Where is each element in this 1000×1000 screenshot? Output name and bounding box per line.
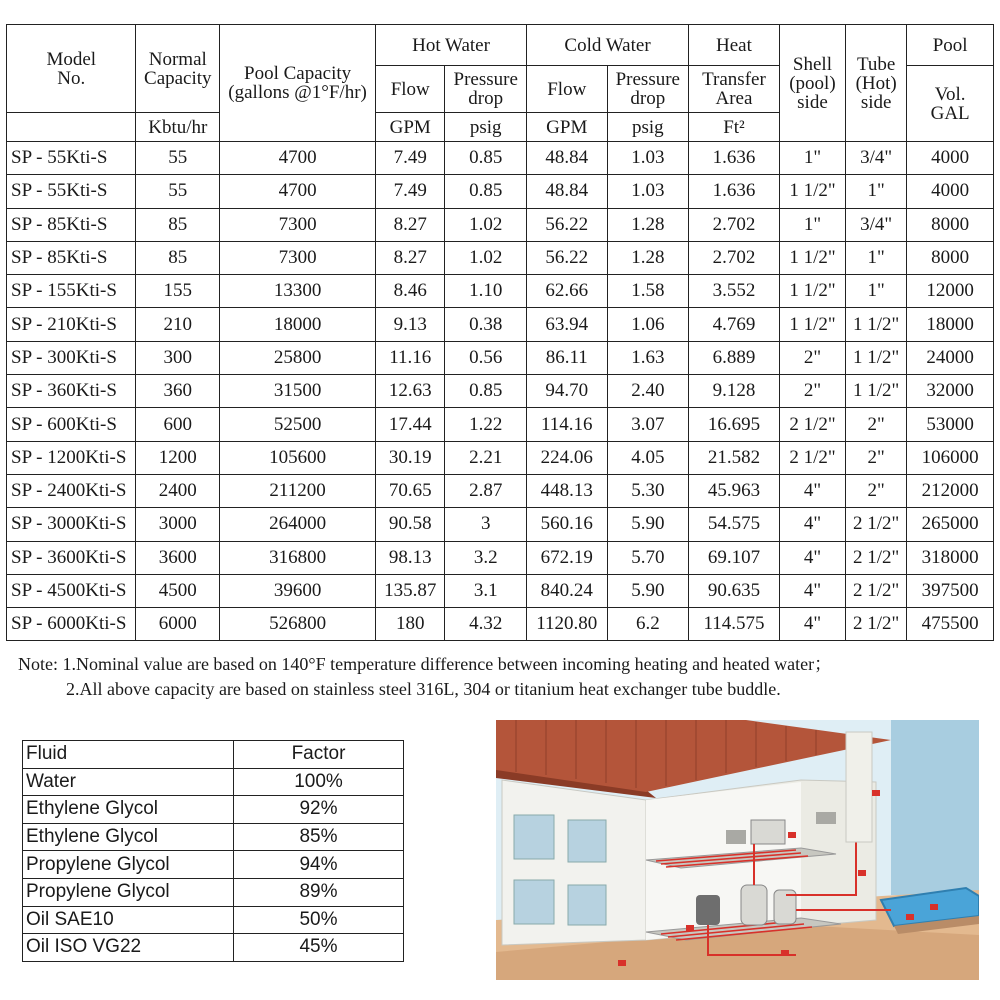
header-tube: Tube (Hot) side bbox=[846, 25, 907, 142]
cell-pool-volume: 24000 bbox=[907, 341, 994, 374]
cell-factor: 92% bbox=[234, 796, 404, 824]
factor-header: Factor bbox=[234, 741, 404, 769]
table-row bbox=[7, 175, 994, 208]
cell-cold-pressure: 1.28 bbox=[607, 241, 689, 274]
cell-transfer-area: 114.575 bbox=[689, 608, 780, 641]
cell-tube-side: 1" bbox=[846, 275, 907, 308]
cell-pool-volume: 212000 bbox=[907, 474, 994, 507]
cell-fluid: Oil SAE10 bbox=[23, 906, 234, 934]
cell-pool-capacity: 7300 bbox=[220, 208, 376, 241]
cell-hot-flow: 12.63 bbox=[376, 375, 445, 408]
cell-cold-pressure: 5.90 bbox=[607, 508, 689, 541]
fluid-factor-table bbox=[22, 740, 404, 962]
cell-model: SP - 2400Kti-S bbox=[7, 474, 136, 507]
header-cold-flow: Flow bbox=[526, 66, 607, 113]
cell-transfer-area: 4.769 bbox=[689, 308, 780, 341]
cell-shell-side: 2" bbox=[779, 341, 845, 374]
cell-hot-flow: 8.27 bbox=[376, 241, 445, 274]
cell-cold-flow: 448.13 bbox=[526, 474, 607, 507]
cell-cold-pressure: 5.90 bbox=[607, 574, 689, 607]
cell-fluid: Ethylene Glycol bbox=[23, 823, 234, 851]
cell-transfer-area: 2.702 bbox=[689, 241, 780, 274]
boiler-unit bbox=[751, 820, 785, 844]
table-row bbox=[7, 441, 994, 474]
cell-hot-pressure: 3.1 bbox=[445, 574, 527, 607]
cell-pool-volume: 53000 bbox=[907, 408, 994, 441]
cell-cold-flow: 224.06 bbox=[526, 441, 607, 474]
cell-model: SP - 3000Kti-S bbox=[7, 508, 136, 541]
cell-shell-side: 4" bbox=[779, 508, 845, 541]
cell-transfer-area: 2.702 bbox=[689, 208, 780, 241]
cell-shell-side: 4" bbox=[779, 541, 845, 574]
cell-shell-side: 2 1/2" bbox=[779, 408, 845, 441]
cell-cold-pressure: 1.03 bbox=[607, 142, 689, 175]
cell-cold-flow: 560.16 bbox=[526, 508, 607, 541]
cell-transfer-area: 69.107 bbox=[689, 541, 780, 574]
cell-pool-volume: 32000 bbox=[907, 375, 994, 408]
cell-capacity: 85 bbox=[136, 241, 220, 274]
cell-cold-pressure: 1.58 bbox=[607, 275, 689, 308]
cell-tube-side: 1 1/2" bbox=[846, 308, 907, 341]
cell-factor: 100% bbox=[234, 768, 404, 796]
cell-tube-side: 3/4" bbox=[846, 142, 907, 175]
cell-transfer-area: 21.582 bbox=[689, 441, 780, 474]
cell-hot-pressure: 0.85 bbox=[445, 175, 527, 208]
cell-factor: 89% bbox=[234, 878, 404, 906]
header-model: Model No. bbox=[7, 25, 136, 113]
background-sky-panel bbox=[891, 720, 979, 895]
cell-cold-flow: 56.22 bbox=[526, 241, 607, 274]
note-line-2: 2.All above capacity are based on stainless steel 316L, 304 or titanium heat exchanger tube buddle. bbox=[66, 679, 781, 699]
cell-cold-pressure: 5.70 bbox=[607, 541, 689, 574]
cell-shell-side: 1 1/2" bbox=[779, 308, 845, 341]
unit-area: Ft² bbox=[689, 113, 780, 142]
chimney bbox=[846, 732, 872, 842]
unit-hot-flow: GPM bbox=[376, 113, 445, 142]
cell-hot-pressure: 1.10 bbox=[445, 275, 527, 308]
header-hot-pressure-drop: Pressure drop bbox=[445, 66, 527, 113]
unit-capacity: Kbtu/hr bbox=[136, 113, 220, 142]
cell-cold-flow: 672.19 bbox=[526, 541, 607, 574]
cell-hot-pressure: 0.85 bbox=[445, 375, 527, 408]
cell-transfer-area: 90.635 bbox=[689, 574, 780, 607]
cell-hot-flow: 98.13 bbox=[376, 541, 445, 574]
cell-shell-side: 2 1/2" bbox=[779, 441, 845, 474]
cell-transfer-area: 1.636 bbox=[689, 175, 780, 208]
cell-hot-pressure: 3.2 bbox=[445, 541, 527, 574]
header-hot-flow: Flow bbox=[376, 66, 445, 113]
cell-model: SP - 600Kti-S bbox=[7, 408, 136, 441]
cell-capacity: 85 bbox=[136, 208, 220, 241]
cell-hot-flow: 7.49 bbox=[376, 142, 445, 175]
cell-tube-side: 2 1/2" bbox=[846, 541, 907, 574]
cell-capacity: 3000 bbox=[136, 508, 220, 541]
cell-pool-capacity: 13300 bbox=[220, 275, 376, 308]
cell-hot-flow: 135.87 bbox=[376, 574, 445, 607]
cell-cold-pressure: 5.30 bbox=[607, 474, 689, 507]
cell-pool-capacity: 7300 bbox=[220, 241, 376, 274]
cell-cold-pressure: 1.63 bbox=[607, 341, 689, 374]
header-pool-capacity: Pool Capacity (gallons @1°F/hr) bbox=[220, 25, 376, 142]
table-row bbox=[7, 341, 994, 374]
fluid-rows bbox=[23, 768, 404, 961]
cell-model: SP - 1200Kti-S bbox=[7, 441, 136, 474]
cell-fluid: Ethylene Glycol bbox=[23, 796, 234, 824]
cell-capacity: 3600 bbox=[136, 541, 220, 574]
header-heat: Heat bbox=[689, 25, 780, 66]
unit-cold-pressure: psig bbox=[607, 113, 689, 142]
cell-fluid: Water bbox=[23, 768, 234, 796]
cell-model: SP - 85Kti-S bbox=[7, 241, 136, 274]
header-transfer-area: Transfer Area bbox=[689, 66, 780, 113]
table-row bbox=[7, 541, 994, 574]
table-row bbox=[7, 375, 994, 408]
table-row bbox=[7, 241, 994, 274]
cell-pool-volume: 18000 bbox=[907, 308, 994, 341]
cell-model: SP - 155Kti-S bbox=[7, 275, 136, 308]
cell-pool-capacity: 316800 bbox=[220, 541, 376, 574]
cell-transfer-area: 6.889 bbox=[689, 341, 780, 374]
cell-capacity: 210 bbox=[136, 308, 220, 341]
cell-capacity: 360 bbox=[136, 375, 220, 408]
cell-tube-side: 3/4" bbox=[846, 208, 907, 241]
cell-hot-flow: 7.49 bbox=[376, 175, 445, 208]
cell-cold-pressure: 4.05 bbox=[607, 441, 689, 474]
notes bbox=[18, 652, 993, 702]
cell-capacity: 4500 bbox=[136, 574, 220, 607]
cell-pool-volume: 4000 bbox=[907, 142, 994, 175]
cell-hot-pressure: 1.22 bbox=[445, 408, 527, 441]
cell-hot-pressure: 2.21 bbox=[445, 441, 527, 474]
cell-factor: 45% bbox=[234, 934, 404, 962]
cell-hot-pressure: 0.85 bbox=[445, 142, 527, 175]
cell-transfer-area: 16.695 bbox=[689, 408, 780, 441]
table-row bbox=[23, 878, 404, 906]
cell-cold-flow: 94.70 bbox=[526, 375, 607, 408]
water-tank bbox=[741, 885, 767, 925]
cell-pool-capacity: 52500 bbox=[220, 408, 376, 441]
cell-model: SP - 55Kti-S bbox=[7, 175, 136, 208]
cell-hot-pressure: 0.56 bbox=[445, 341, 527, 374]
cell-cold-flow: 86.11 bbox=[526, 341, 607, 374]
cell-cold-pressure: 1.03 bbox=[607, 175, 689, 208]
header-hot-water: Hot Water bbox=[376, 25, 527, 66]
header-cold-water: Cold Water bbox=[526, 25, 688, 66]
cell-model: SP - 55Kti-S bbox=[7, 142, 136, 175]
cell-hot-pressure: 1.02 bbox=[445, 241, 527, 274]
cell-hot-flow: 90.58 bbox=[376, 508, 445, 541]
cell-capacity: 300 bbox=[136, 341, 220, 374]
table-row bbox=[7, 142, 994, 175]
cell-shell-side: 4" bbox=[779, 474, 845, 507]
table-row bbox=[23, 823, 404, 851]
cell-cold-flow: 114.16 bbox=[526, 408, 607, 441]
cell-cold-flow: 48.84 bbox=[526, 175, 607, 208]
cell-tube-side: 2" bbox=[846, 441, 907, 474]
cell-cold-flow: 1120.80 bbox=[526, 608, 607, 641]
window-upper-right bbox=[568, 820, 606, 862]
cell-capacity: 1200 bbox=[136, 441, 220, 474]
cell-shell-side: 1" bbox=[779, 142, 845, 175]
cell-factor: 94% bbox=[234, 851, 404, 879]
house-cutaway-heating-diagram bbox=[496, 720, 979, 980]
cell-cold-flow: 48.84 bbox=[526, 142, 607, 175]
cell-pool-capacity: 39600 bbox=[220, 574, 376, 607]
specification-table bbox=[6, 24, 994, 641]
cell-factor: 85% bbox=[234, 823, 404, 851]
cell-shell-side: 4" bbox=[779, 574, 845, 607]
table-row bbox=[7, 608, 994, 641]
cell-shell-side: 1" bbox=[779, 208, 845, 241]
header-cold-pressure-drop: Pressure drop bbox=[607, 66, 689, 113]
cell-fluid: Oil ISO VG22 bbox=[23, 934, 234, 962]
cell-tube-side: 2" bbox=[846, 474, 907, 507]
cell-pool-volume: 106000 bbox=[907, 441, 994, 474]
cell-hot-flow: 30.19 bbox=[376, 441, 445, 474]
header-shell: Shell (pool) side bbox=[779, 25, 845, 142]
fluid-header: Fluid bbox=[23, 741, 234, 769]
cell-pool-capacity: 526800 bbox=[220, 608, 376, 641]
cell-hot-flow: 8.46 bbox=[376, 275, 445, 308]
cell-capacity: 2400 bbox=[136, 474, 220, 507]
cell-model: SP - 4500Kti-S bbox=[7, 574, 136, 607]
cell-tube-side: 2 1/2" bbox=[846, 574, 907, 607]
heat-pump-unit bbox=[696, 895, 720, 925]
cell-transfer-area: 3.552 bbox=[689, 275, 780, 308]
cell-cold-flow: 840.24 bbox=[526, 574, 607, 607]
cell-shell-side: 4" bbox=[779, 608, 845, 641]
table-row bbox=[7, 208, 994, 241]
cell-pool-volume: 475500 bbox=[907, 608, 994, 641]
cell-fluid: Propylene Glycol bbox=[23, 851, 234, 879]
cell-hot-pressure: 3 bbox=[445, 508, 527, 541]
cell-hot-pressure: 2.87 bbox=[445, 474, 527, 507]
cell-cold-pressure: 3.07 bbox=[607, 408, 689, 441]
window-lower-right bbox=[568, 885, 606, 925]
cell-cold-flow: 62.66 bbox=[526, 275, 607, 308]
cell-model: SP - 360Kti-S bbox=[7, 375, 136, 408]
table-row bbox=[7, 308, 994, 341]
cell-tube-side: 1" bbox=[846, 241, 907, 274]
cell-cold-flow: 63.94 bbox=[526, 308, 607, 341]
table-row bbox=[23, 768, 404, 796]
unit-hot-pressure: psig bbox=[445, 113, 527, 142]
header-normal-capacity: Normal Capacity bbox=[136, 25, 220, 113]
cell-hot-flow: 9.13 bbox=[376, 308, 445, 341]
header-pool: Pool bbox=[907, 25, 994, 66]
cell-model: SP - 85Kti-S bbox=[7, 208, 136, 241]
cell-pool-capacity: 211200 bbox=[220, 474, 376, 507]
cell-pool-capacity: 4700 bbox=[220, 142, 376, 175]
window-upper-left bbox=[514, 815, 554, 859]
cell-tube-side: 1 1/2" bbox=[846, 375, 907, 408]
cell-hot-flow: 11.16 bbox=[376, 341, 445, 374]
cell-pool-volume: 397500 bbox=[907, 574, 994, 607]
header-pool-vol: Vol. GAL bbox=[907, 66, 994, 142]
cell-hot-flow: 70.65 bbox=[376, 474, 445, 507]
cell-pool-volume: 4000 bbox=[907, 175, 994, 208]
cell-hot-flow: 180 bbox=[376, 608, 445, 641]
cell-hot-pressure: 1.02 bbox=[445, 208, 527, 241]
radiator bbox=[816, 812, 836, 824]
cell-shell-side: 1 1/2" bbox=[779, 275, 845, 308]
table-row bbox=[23, 796, 404, 824]
cell-tube-side: 1" bbox=[846, 175, 907, 208]
cell-hot-pressure: 4.32 bbox=[445, 608, 527, 641]
cell-transfer-area: 54.575 bbox=[689, 508, 780, 541]
note-line-1: Note: 1.Nominal value are based on 140°F temperature difference between incoming heating and heated water； bbox=[18, 654, 833, 674]
cell-shell-side: 1 1/2" bbox=[779, 175, 845, 208]
window-lower-left bbox=[514, 880, 554, 924]
cell-pool-capacity: 31500 bbox=[220, 375, 376, 408]
cell-cold-pressure: 1.06 bbox=[607, 308, 689, 341]
cell-pool-volume: 318000 bbox=[907, 541, 994, 574]
table-row bbox=[23, 906, 404, 934]
table-row bbox=[7, 408, 994, 441]
cell-pool-volume: 265000 bbox=[907, 508, 994, 541]
cell-tube-side: 2" bbox=[846, 408, 907, 441]
cell-pool-capacity: 25800 bbox=[220, 341, 376, 374]
header-model-unit-blank bbox=[7, 113, 136, 142]
cell-model: SP - 3600Kti-S bbox=[7, 541, 136, 574]
cell-capacity: 155 bbox=[136, 275, 220, 308]
table-row bbox=[7, 574, 994, 607]
cell-pool-volume: 12000 bbox=[907, 275, 994, 308]
cell-capacity: 55 bbox=[136, 175, 220, 208]
table-row bbox=[7, 275, 994, 308]
cell-pool-capacity: 18000 bbox=[220, 308, 376, 341]
table-row bbox=[23, 851, 404, 879]
cell-hot-pressure: 0.38 bbox=[445, 308, 527, 341]
cell-capacity: 600 bbox=[136, 408, 220, 441]
cell-cold-pressure: 2.40 bbox=[607, 375, 689, 408]
cell-pool-capacity: 105600 bbox=[220, 441, 376, 474]
cell-model: SP - 210Kti-S bbox=[7, 308, 136, 341]
sink bbox=[726, 830, 746, 844]
cell-model: SP - 6000Kti-S bbox=[7, 608, 136, 641]
cell-cold-pressure: 6.2 bbox=[607, 608, 689, 641]
cell-tube-side: 1 1/2" bbox=[846, 341, 907, 374]
cell-cold-flow: 56.22 bbox=[526, 208, 607, 241]
cell-factor: 50% bbox=[234, 906, 404, 934]
unit-cold-flow: GPM bbox=[526, 113, 607, 142]
cell-transfer-area: 45.963 bbox=[689, 474, 780, 507]
specification-rows bbox=[7, 142, 994, 641]
table-row bbox=[23, 934, 404, 962]
cell-pool-volume: 8000 bbox=[907, 208, 994, 241]
cell-transfer-area: 1.636 bbox=[689, 142, 780, 175]
cell-shell-side: 1 1/2" bbox=[779, 241, 845, 274]
cell-fluid: Propylene Glycol bbox=[23, 878, 234, 906]
cell-capacity: 55 bbox=[136, 142, 220, 175]
cell-tube-side: 2 1/2" bbox=[846, 608, 907, 641]
cell-capacity: 6000 bbox=[136, 608, 220, 641]
table-row bbox=[7, 474, 994, 507]
cell-pool-capacity: 264000 bbox=[220, 508, 376, 541]
cell-model: SP - 300Kti-S bbox=[7, 341, 136, 374]
cell-pool-capacity: 4700 bbox=[220, 175, 376, 208]
cell-transfer-area: 9.128 bbox=[689, 375, 780, 408]
cell-tube-side: 2 1/2" bbox=[846, 508, 907, 541]
table-row bbox=[7, 508, 994, 541]
cell-cold-pressure: 1.28 bbox=[607, 208, 689, 241]
cell-pool-volume: 8000 bbox=[907, 241, 994, 274]
cell-hot-flow: 17.44 bbox=[376, 408, 445, 441]
cell-hot-flow: 8.27 bbox=[376, 208, 445, 241]
cell-shell-side: 2" bbox=[779, 375, 845, 408]
